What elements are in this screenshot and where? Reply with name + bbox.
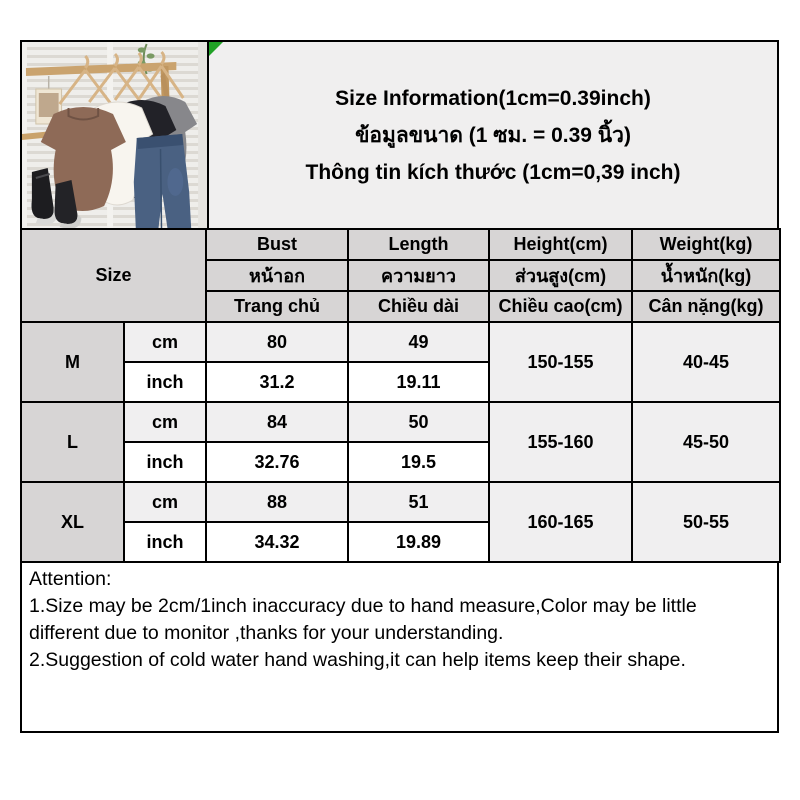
cell-xl-length-cm: 51 — [348, 482, 489, 522]
col-header-bust-th: หน้าอก — [206, 260, 348, 291]
cell-m-weight: 40-45 — [632, 322, 780, 402]
title-thai: ข้อมูลขนาด (1 ซม. = 0.39 นิ้ว) — [355, 123, 631, 147]
unit-cell-l-inch: inch — [124, 442, 206, 482]
title-vietnamese: Thông tin kích thước (1cm=0,39 inch) — [305, 160, 681, 184]
cell-l-height: 155-160 — [489, 402, 632, 482]
cell-xl-bust-inch: 34.32 — [206, 522, 348, 562]
unit-cell-xl-cm: cm — [124, 482, 206, 522]
unit-cell-xl-inch: inch — [124, 522, 206, 562]
col-header-bust-vi: Trang chủ — [206, 291, 348, 322]
unit-cell-l-cm: cm — [124, 402, 206, 442]
cell-l-bust-cm: 84 — [206, 402, 348, 442]
col-header-length-th: ความยาว — [348, 260, 489, 291]
size-chart-sheet — [20, 40, 779, 733]
col-header-height-en: Height(cm) — [489, 229, 632, 260]
size-column-header: Size — [21, 229, 206, 322]
cell-xl-bust-cm: 88 — [206, 482, 348, 522]
cell-m-height: 150-155 — [489, 322, 632, 402]
col-header-weight-vi: Cân nặng(kg) — [632, 291, 780, 322]
product-photo-illustration — [22, 42, 207, 228]
cell-l-length-inch: 19.5 — [348, 442, 489, 482]
cell-xl-length-inch: 19.89 — [348, 522, 489, 562]
attention-note-1: 1.Size may be 2cm/1inch inaccuracy due to hand measure,Color may be little different due to monitor ,thanks for your understanding. — [29, 595, 697, 644]
unit-cell-m-inch: inch — [124, 362, 206, 402]
cell-m-bust-inch: 31.2 — [206, 362, 348, 402]
col-header-bust-en: Bust — [206, 229, 348, 260]
cell-m-bust-cm: 80 — [206, 322, 348, 362]
col-header-weight-en: Weight(kg) — [632, 229, 780, 260]
size-table — [20, 228, 781, 563]
cell-xl-height: 160-165 — [489, 482, 632, 562]
col-header-height-th: ส่วนสูง(cm) — [489, 260, 632, 291]
table-row-xl-cm — [21, 482, 780, 522]
unit-cell-m-cm: cm — [124, 322, 206, 362]
col-header-length-vi: Chiều dài — [348, 291, 489, 322]
col-header-length-en: Length — [348, 229, 489, 260]
cell-l-length-cm: 50 — [348, 402, 489, 442]
col-header-weight-th: น้ำหนัก(kg) — [632, 260, 780, 291]
header-section — [20, 40, 779, 230]
title-block — [209, 42, 777, 228]
header-row-english — [21, 229, 780, 260]
size-cell-xl: XL — [21, 482, 124, 562]
attention-box — [20, 561, 779, 733]
size-cell-m: M — [21, 322, 124, 402]
size-cell-l: L — [21, 402, 124, 482]
cell-m-length-cm: 49 — [348, 322, 489, 362]
title-english: Size Information(1cm=0.39inch) — [335, 86, 651, 110]
attention-note-2: 2.Suggestion of cold water hand washing,it can help items keep their shape. — [29, 649, 686, 671]
table-row-l-cm — [21, 402, 780, 442]
cell-m-length-inch: 19.11 — [348, 362, 489, 402]
cell-l-bust-inch: 32.76 — [206, 442, 348, 482]
cell-xl-weight: 50-55 — [632, 482, 780, 562]
col-header-height-vi: Chiều cao(cm) — [489, 291, 632, 322]
green-corner-marker-icon — [209, 42, 223, 56]
product-photo — [22, 42, 209, 228]
cell-l-weight: 45-50 — [632, 402, 780, 482]
attention-heading: Attention: — [29, 568, 112, 590]
table-row-m-cm — [21, 322, 780, 362]
